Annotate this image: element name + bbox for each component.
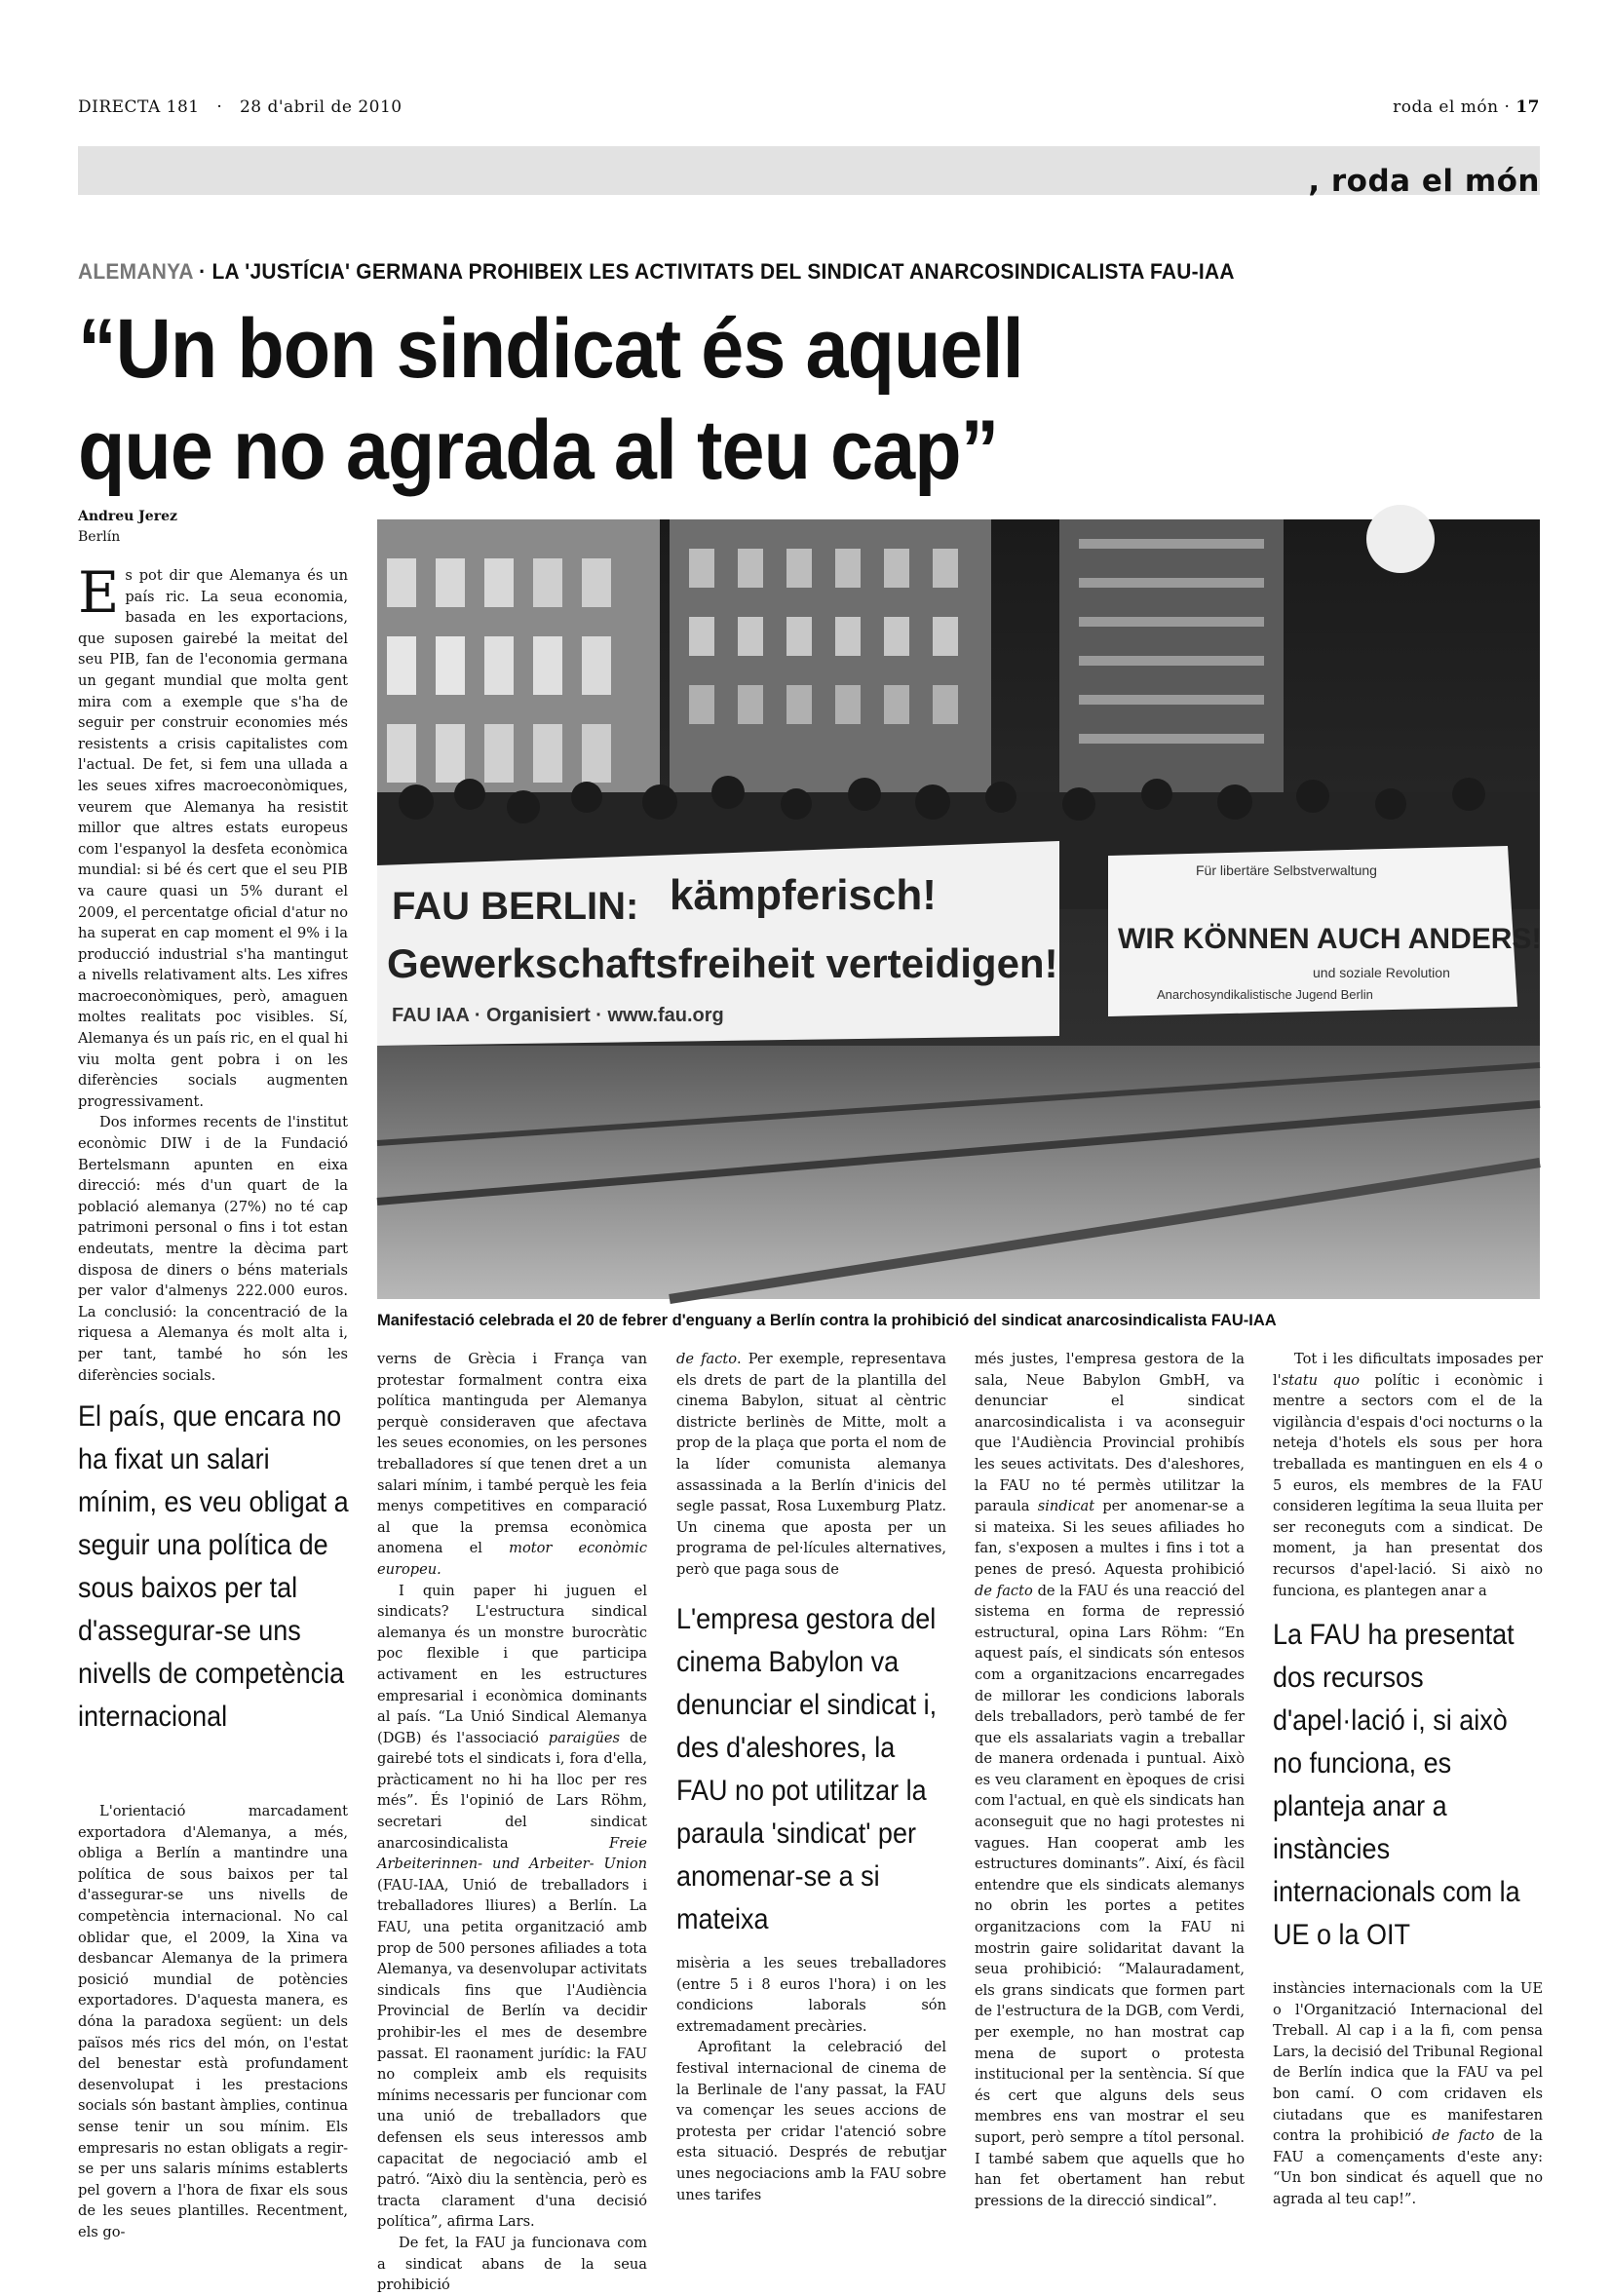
banner-2-top: Für libertäre Selbstverwaltung xyxy=(1196,862,1377,878)
banner-1-text-b: kämpferisch! xyxy=(670,871,937,919)
headline-line-1: “Un bon sindicat és aquell xyxy=(78,302,1023,396)
col1-paragraph-2: Dos informes recents de l'institut econòmic DIW i de la Fundació Bertelsmann apunten en eixa direcció: més d'un quart de la població alemanya (27%) no té cap patrimoni personal o fins i tot estan endeutats, mentre la dècima part disposa de diners o béns materials per valor d'almenys 222.000 euros. La conclusió: la concentració de la riquesa a Alemanya és molt alta i, per tant, també ho són les diferències socials. xyxy=(78,1114,348,1384)
col5-p1-text-b: polític i econòmic i mentre a sectors com el de la vigilància d'espais d'oci nocturns o la neteja d'hotels els sous per hora treballada es mantinguen en els 4 o 5 euros, els membres de la FAU consideren legítima la seua lluita per ser reconeguts com a sindicat. De moment, ja han presentat dos recursos d'apel·lació. Si això no funciona, es plantegen anar a xyxy=(1273,1371,1543,1599)
col2-paragraph-2 xyxy=(377,1581,647,2233)
page-number: 17 xyxy=(1515,97,1540,117)
col3-paragraph-2: misèria a les seues treballadores (entre 5 i 8 euros l'hora) i on les condicions laborals són extremadament precàries. xyxy=(676,1955,946,2035)
pull-quote-1: El país, que encara no ha fixat un salari mínim, es veu obligat a seguir una política de sous baixos per tal d'assegurar-se uns nivells de competència internacional xyxy=(78,1400,349,1733)
col5-paragraph-1 xyxy=(1273,1349,1543,1601)
col3-p1-text: . Per exemple, representava els drets de part de la plantilla del cinema Babylon, situat al cèntric districte berlinès de Mitte, molt a prop de la plaça que porta el nom de la líder comunista alemanya assassinada a la Berlín d'inicis del segle passat, Rosa Luxemburg Platz. Un cinema que aposta per un programa de pel·lícules alternatives, però que paga sous de xyxy=(676,1351,947,1578)
street-sign xyxy=(1366,505,1435,573)
column-2 xyxy=(377,1349,647,2296)
col2-p2-em1: paraigües xyxy=(548,1729,621,1746)
column-5-bottom xyxy=(1273,1978,1543,2210)
col2-p1-em: motor econòmic europeu. xyxy=(377,1540,647,1578)
col3-paragraph-1 xyxy=(676,1349,946,1581)
byline xyxy=(78,507,177,548)
col2-p2-em2: Freie Arbeiterinnen- und Arbeiter- Union xyxy=(377,1834,647,1873)
column-5 xyxy=(1273,1349,1543,1601)
kicker-dot: · xyxy=(193,259,212,284)
col4-p1-text: més justes, l'empresa gestora de la sala, Neue Babylon GmbH, va denunciar el sindicat anarcosindicalista i va aconseguir que l'Audiència Provincial prohibís les seues activitats. Des d'aleshores, la FAU no té permès utilitzar la paraula xyxy=(975,1351,1245,1515)
header-separator: · xyxy=(216,97,223,117)
col2-paragraph-1 xyxy=(377,1349,647,1581)
col4-p1-text-c: de la FAU és una reacció del sistema en forma de repressió estructural, opina Lars Röhm: “En aquest país, el sindicats són entesos com a organitzacions encarregades de millorar les condicions laborals dels treballadors, però també de fer que els assalariats vagin a treballar de manera ordenada i puntual. Això es veu clarament en èpoques de crisi com l'actual, en què els sindicats han aconseguit que no hagi protestes ni vagues. Han cooperat amb les estructures dominants”. Així, és fàcil entendre que els sindicats alemanys no obrin les portes a petites organitzacions com la FAU ni mostrin gaire solidaritat davant la seua prohibició: “Malauradament, els grans sindicats que formen part de l'estructura de la DGB, com Verdi, per exemple, no han mostrat cap mena de suport o protesta institucional per la sentència. Sí que és cert que alguns dels seus membres ens van mostrar el seu suport, però sempre a títol personal. I també sabem que aquells que ho han fet obertament han rebut pressions de la direcció sindical”. xyxy=(975,1582,1246,2209)
photo-illustration xyxy=(377,519,1540,1299)
col4-paragraph-1 xyxy=(975,1349,1245,2211)
banner-2-bottom: Anarchosyndikalistische Jugend Berlin xyxy=(1157,987,1373,1002)
col2-paragraph-3: De fet, la FAU ja funcionava com a sindicat abans de la seua prohibició xyxy=(377,2234,647,2294)
col4-p1-em2: de facto xyxy=(975,1582,1033,1599)
col5-p1-text: Tot i les dificultats imposades per l' xyxy=(1273,1351,1543,1389)
section-label: , roda el món xyxy=(1308,164,1540,199)
page-separator: · xyxy=(1504,97,1511,117)
photo-caption: Manifestació celebrada el 20 de febrer d'enguany a Berlín contra la prohibició del sindicat anarcosindicalista FAU-IAA xyxy=(377,1312,1277,1329)
col5-paragraph-2 xyxy=(1273,1978,1543,2210)
col2-p2-text-b: de gairebé tots el sindicats i, fora d'ella, pràcticament no hi ha lloc per res més”. És l'opinió de Lars Röhm, secretari del sindicat anarcosindicalista xyxy=(377,1729,648,1852)
col3-p1-em: de facto xyxy=(676,1351,738,1367)
col1-paragraph-3: L'orientació marcadament exportadora d'Alemanya, a més, obliga a Berlín a mantindre una política de sous baixos per tal d'assegurar-se uns nivells de competència internacional. No cal oblidar que, el 2009, la Xina va desbancar Alemanya de la primera posició mundial de potències exportadores. D'aquesta manera, es dóna la paradoxa següent: un dels països més rics del món, on l'estat del benestar està profundament desenvolupat i les prestacions socials són bastant àmplies, continua sense tenir un sou mínim. Els empresaris no estan obligats a regir-se per uns salaris mínims establerts pel govern a l'hora de fixar els sous de les seues plantilles. Recentment, els go- xyxy=(78,1803,348,2240)
column-3 xyxy=(676,1349,946,1581)
banner-fau-berlin xyxy=(377,841,1059,1046)
banner-2-sub: und soziale Revolution xyxy=(1313,965,1450,980)
header-left xyxy=(78,97,403,117)
col4-p1-text-b: per anomenar-se a si mateixa. Si les seues afiliades ho fan, s'exposen a multes i fins i tot a penes de presó. Aquesta prohibició xyxy=(975,1498,1245,1578)
col2-p1-text: verns de Grècia i França van protestar formalment contra eixa política mantinguda per Alemanya perquè consideraven que afectava les seues economies, on les persones treballadores sí que tenen dret a un salari mínim, i també perquè les feia menys competitives en comparació al que la premsa econòmica anomena el xyxy=(377,1351,647,1557)
col1-p1-text: s pot dir que Alemanya és un país ric. La seua economia, basada en les exportacions, que suposen gairebé la meitat del seu PIB, fan de l'economia germana un gegant mundial que molta gent mira com a exemple que s'ha de seguir per construir economies més resistents a crisis capitalistes com l'actual. De fet, si fem una ullada a les seues xifres macroeconòmiques, veurem que Alemanya ha resistit millor que altres estats europeus com l'espanyol la desfeta econòmica mundial: si bé és cert que el seu PIB va caure quasi un 5% durant el 2009, el percentatge oficial d'atur no ha superat en cap moment el 9% i la producció industrial s'ha mantingut a nivells relativament alts. Les xifres macroeconòmiques, però, amaguen moltes realitats poc visibles. Sí, Alemanya és un país ric, en el qual hi viu molta gent pobra i on les diferències socials augmenten progressivament. xyxy=(78,567,348,1110)
pull-quote-3: La FAU ha presentat dos recursos d'apel·lació i, si això no funciona, es planteja anar a instàncies internacionals com la UE o la OIT xyxy=(1273,1619,1520,1951)
col5-p1-em: statu quo xyxy=(1281,1371,1361,1389)
col5-p2-text-b: de la FAU a començaments d'este any: “Un bon sindicat és aquell que no agrada al teu cap!”. xyxy=(1273,2127,1543,2207)
publication-date: 28 d'abril de 2010 xyxy=(239,97,403,117)
headline-line-2: que no agrada al teu cap” xyxy=(78,403,999,497)
column-4 xyxy=(975,1349,1245,2211)
pavement xyxy=(377,1046,1540,1299)
banner-1-text-a: FAU BERLIN: xyxy=(392,885,639,928)
byline-place: Berlín xyxy=(78,529,121,545)
column-1-bottom xyxy=(78,1801,348,2242)
article-photo xyxy=(377,519,1540,1299)
column-1 xyxy=(78,559,348,1386)
byline-author: Andreu Jerez xyxy=(78,509,177,524)
headline xyxy=(78,298,1423,501)
drop-cap: E xyxy=(78,559,120,626)
kicker-text: LA 'JUSTÍCIA' GERMANA PROHIBEIX LES ACTIVITATS DEL SINDICAT ANARCOSINDICALISTA FAU-IAA xyxy=(211,259,1235,284)
col2-p2-text-c: (FAU-IAA, Unió de treballadors i treballadores lliures) a Berlín. La FAU, una petita organització amb prop de 500 persones afiliades a tota Alemanya, va desenvolupar activitats sindicals fins que l'Audiència Provincial de Berlín va decidir prohibir-les el mes de desembre passat. El raonament jurídic: la FAU no compleix amb els requisits mínims necessaris per funcionar com una unió de treballadors que defensen els seus interessos amb capacitat de negociació amb el patró. “Això diu la sentència, però es tracta clarament d'una decisió política”, afirma Lars. xyxy=(377,1876,647,2231)
col4-p1-em: sindicat xyxy=(1037,1498,1095,1515)
banner-wir-koennen xyxy=(1108,846,1541,1016)
publication-name: DIRECTA 181 xyxy=(78,97,200,117)
column-3-bottom xyxy=(676,1953,946,2205)
col5-p2-text: instàncies internacionals com la UE o l'Organització Internacional del Treball. Al cap i a la fi, com pensa Lars, la decisió del Tribunal Regional de Berlín indica que la FAU va pel bon camí. O com cridaven els ciutadans que es manifestaren contra la prohibició xyxy=(1273,1980,1543,2145)
section-bar xyxy=(78,146,1540,199)
banner-1-text-d: FAU IAA · Organisiert · www.fau.org xyxy=(392,1005,724,1026)
col2-p2-text: I quin paper hi juguen el sindicats? L'estructura sindical alemanya és un monstre burocràtic poc flexible i que participa activament en les estructures empresarial i econòmica dominants al país. “La Unió Sindical Alemanya (DGB) és l'associació xyxy=(377,1582,647,1746)
pull-quote-2: L'empresa gestora del cinema Babylon va denunciar el sindicat i, des d'aleshores, la FAU no pot utilitzar la paraula 'sindicat' per anomenar-se a si mateixa xyxy=(676,1603,938,1935)
section-name: roda el món xyxy=(1393,97,1499,117)
header-right xyxy=(1393,97,1540,117)
banner-1-text-c: Gewerkschaftsfreiheit verteidigen! xyxy=(387,940,1058,986)
building-right xyxy=(1059,519,1284,812)
kicker xyxy=(78,259,1467,285)
col3-paragraph-3: Aprofitant la celebració del festival internacional de cinema de la Berlinale de l'any passat, la FAU va començar les seues accions de protesta per cridar l'atenció sobre esta situació. Després de rebutjar unes negociacions amb la FAU sobre unes tarifes xyxy=(676,2039,946,2203)
col5-p2-em: de facto xyxy=(1432,2127,1495,2145)
kicker-country: ALEMANYA xyxy=(78,259,194,284)
col1-paragraph-1 xyxy=(78,559,348,1112)
banner-2-main: WIR KÖNNEN AUCH ANDERS! xyxy=(1118,923,1542,955)
